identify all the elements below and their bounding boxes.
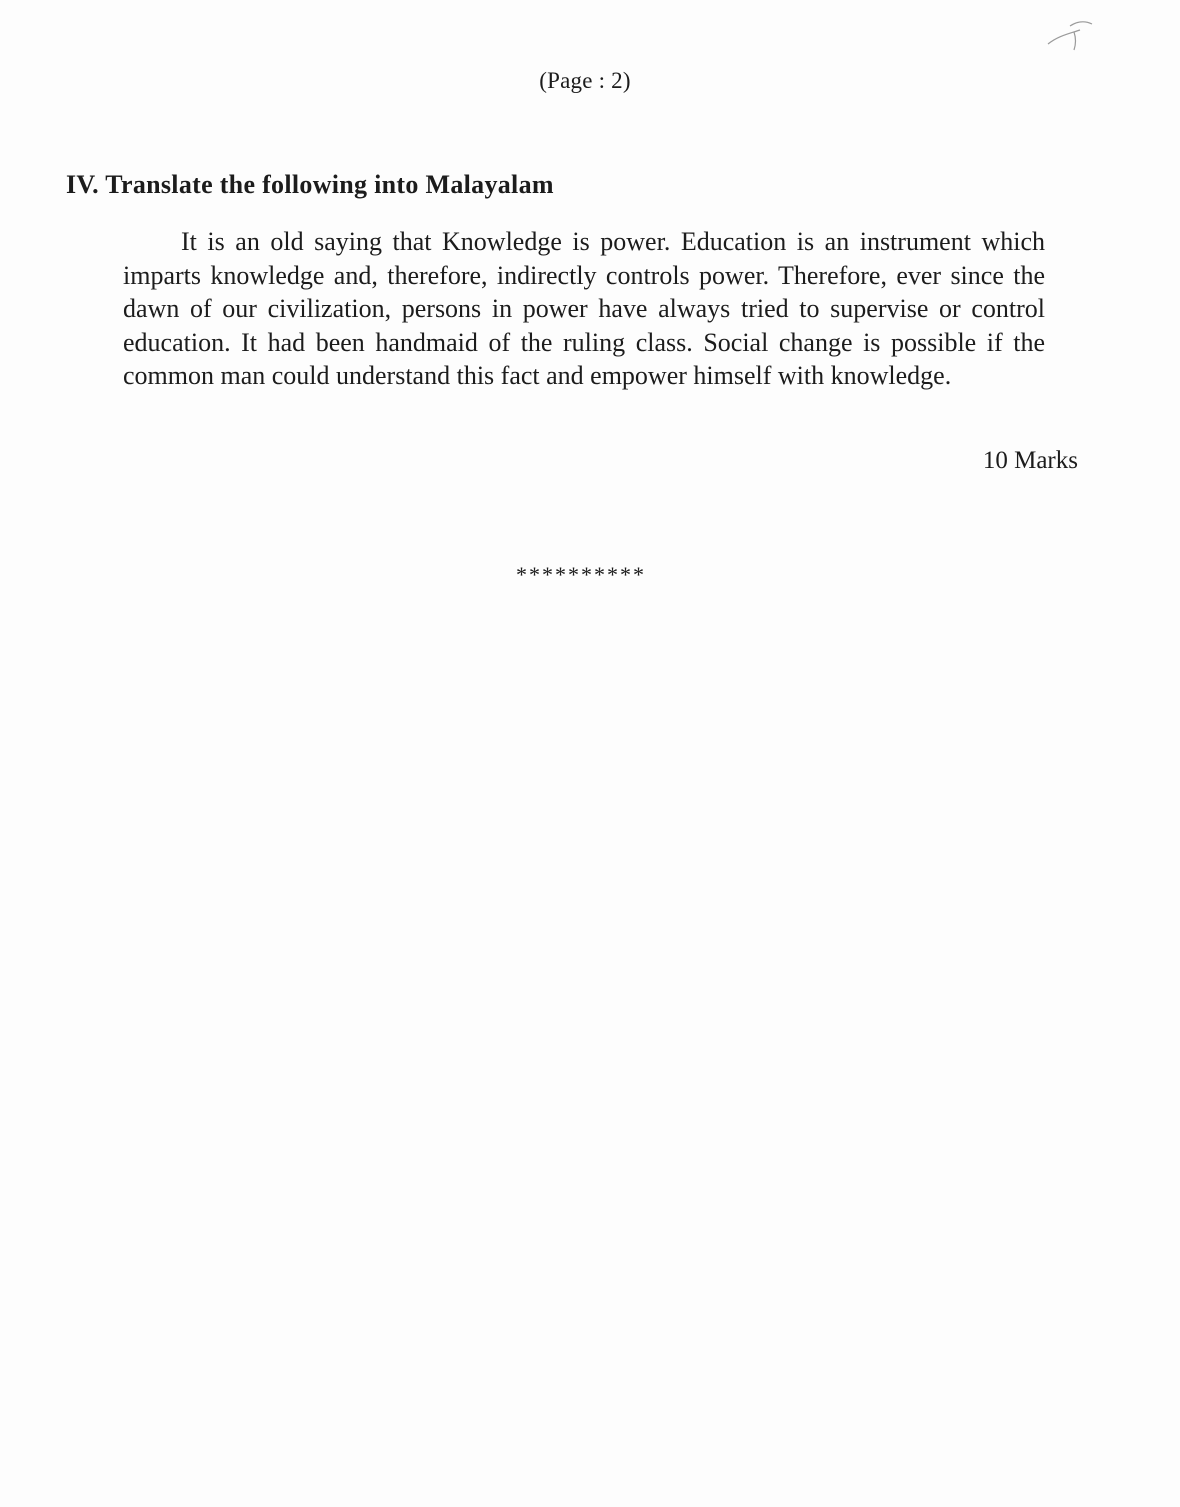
question-heading: IV. Translate the following into Malayalam [66,170,554,199]
end-of-paper-marker: ********** [516,562,646,587]
translation-passage: It is an old saying that Knowledge is power. Education is an instrument which imparts knowledge and, therefore, indirectly controls power. Therefore, ever since the dawn of our civilization, persons in power have always tried to supervise or control education. It had been handmaid of the ruling class. Social change is possible if the common man could understand this fact and empower himself with knowledge. [123,227,1045,390]
page-number: (Page : 2) [539,68,631,93]
pen-scribble-mark [1040,14,1100,54]
marks-label: 10 Marks [982,447,1078,474]
